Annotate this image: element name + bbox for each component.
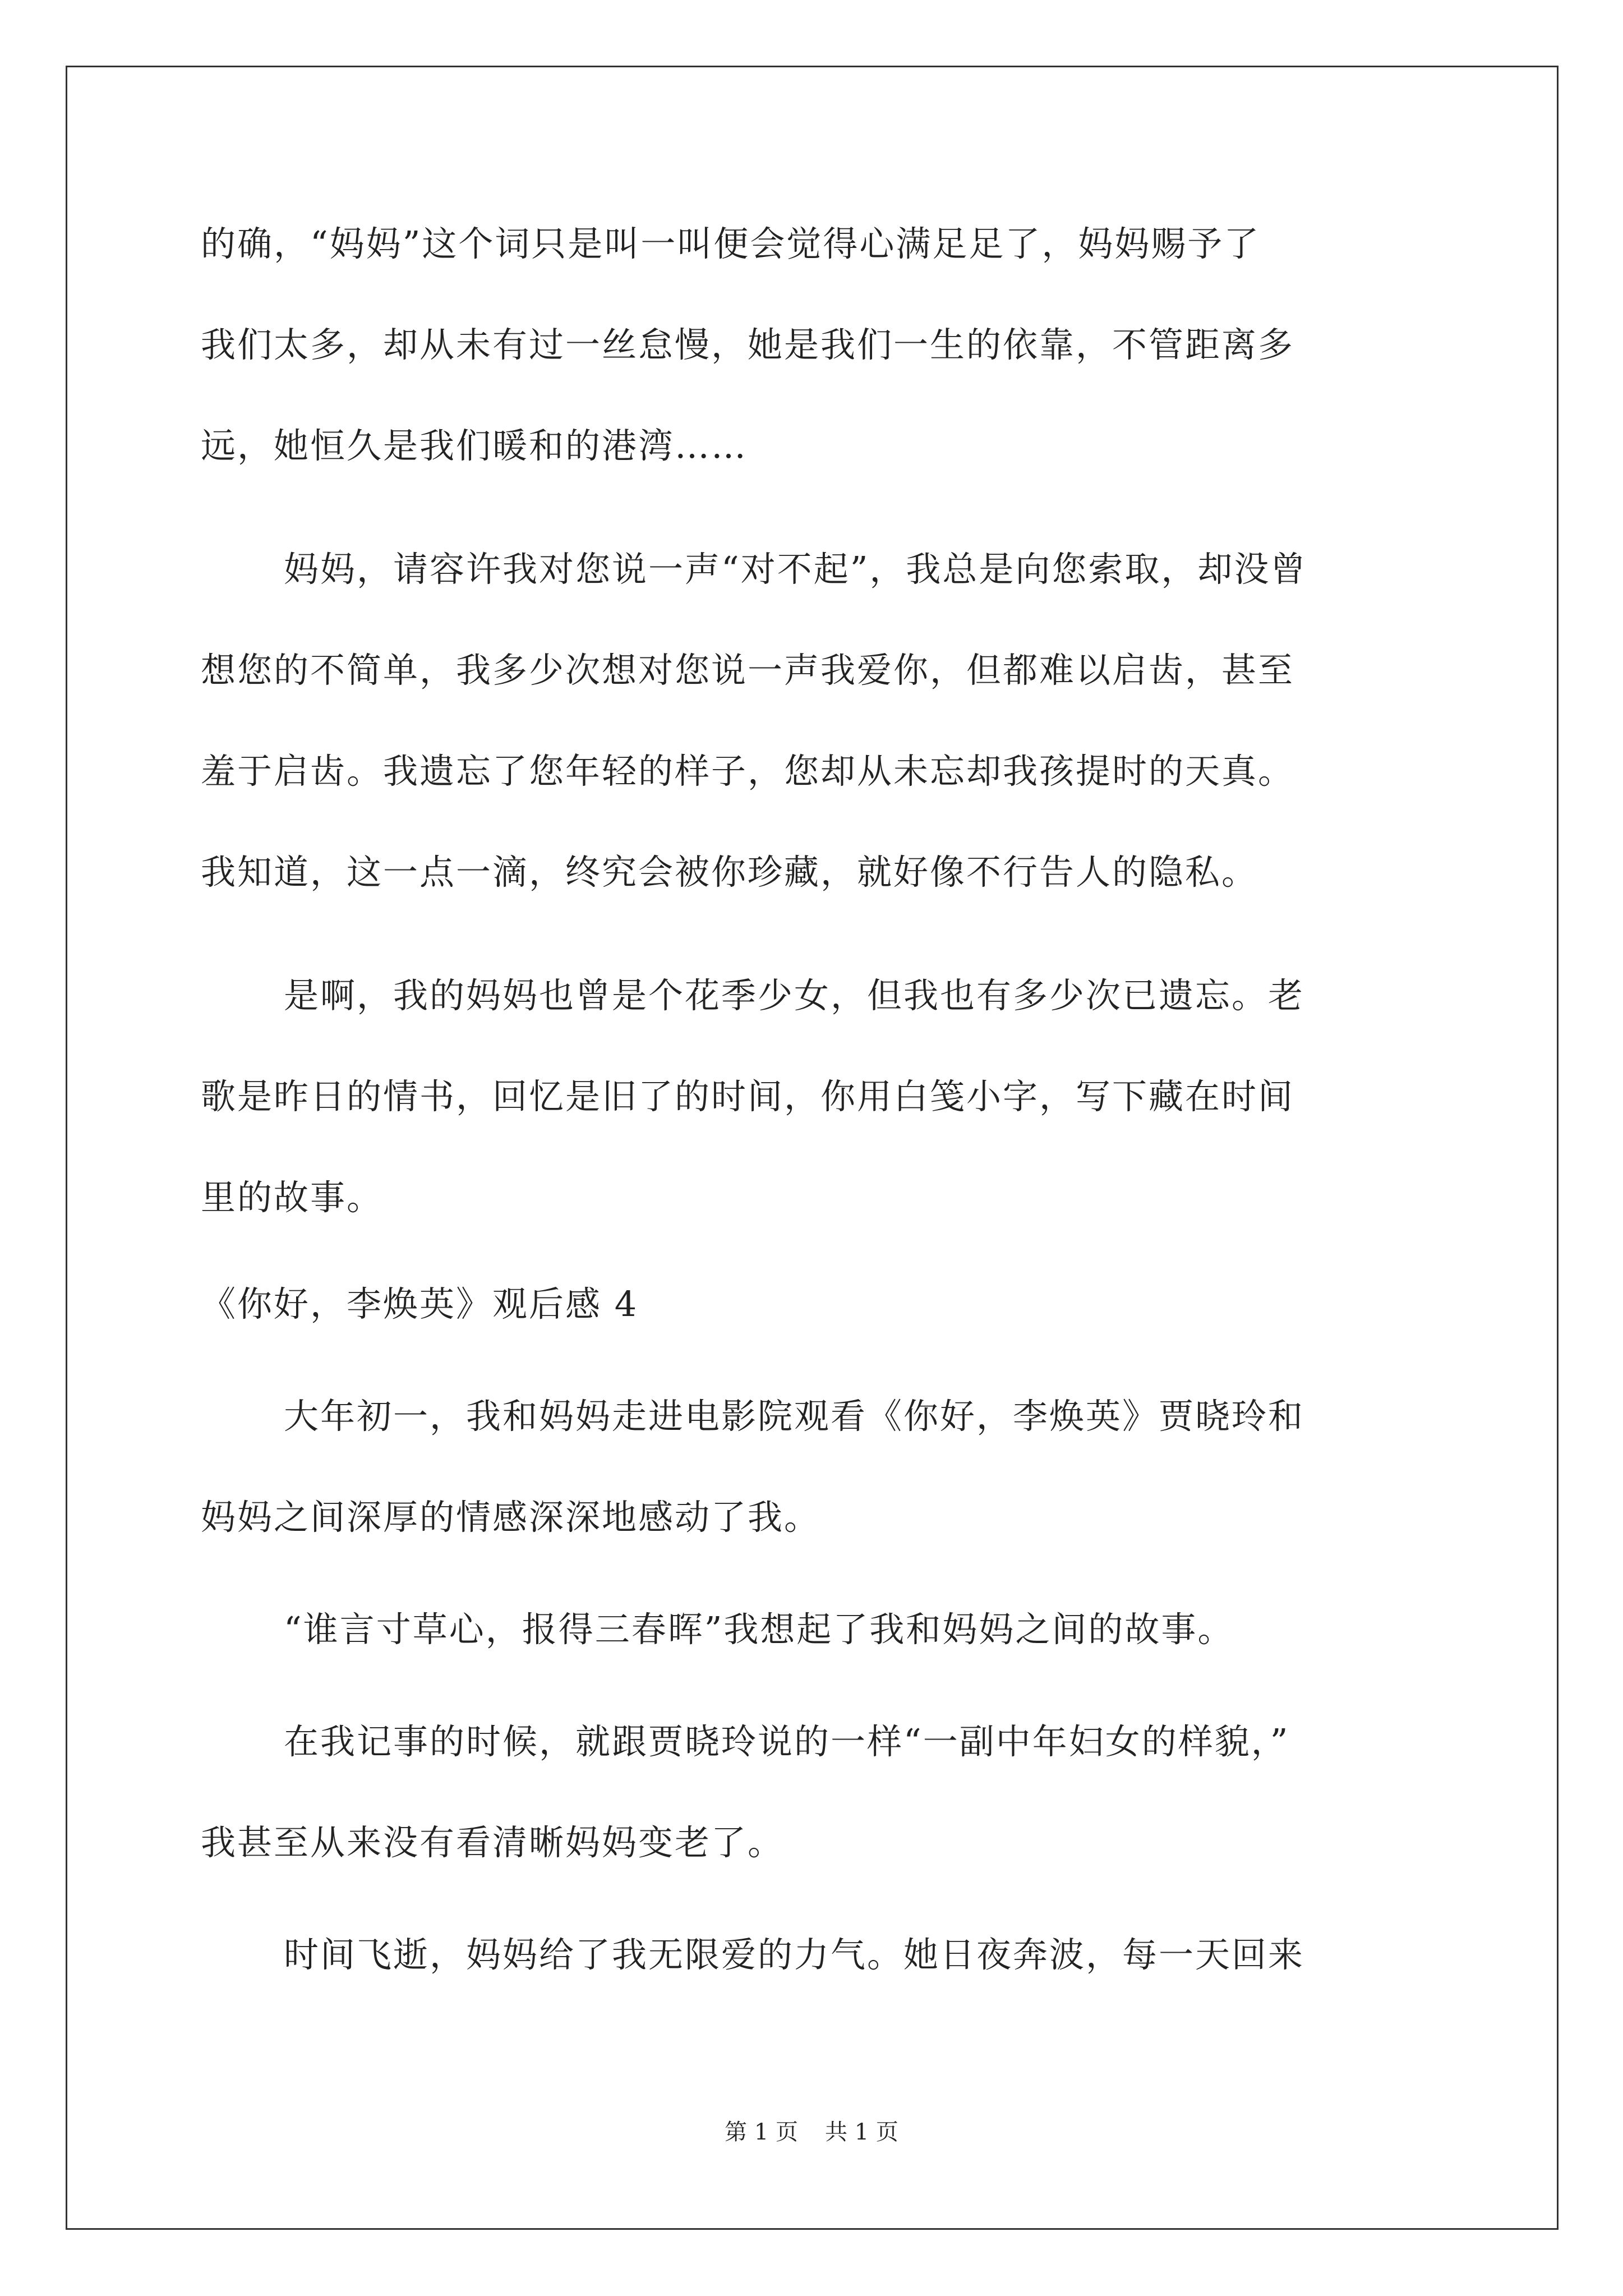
body-line: 妈妈，请容许我对您说一声“对不起”，我总是向您索取，却没曾 — [284, 549, 1307, 590]
body-line: 远，她恒久是我们暖和的港湾…… — [201, 425, 748, 466]
body-line: 想您的不简单，我多少次想对您说一声我爱你，但都难以启齿，甚至 — [201, 650, 1295, 691]
body-line: 的确，“妈妈”这个词只是叫一叫便会觉得心满足足了，妈妈赐予了 — [201, 223, 1261, 264]
body-line: 歌是昨日的情书，回忆是旧了的时间，你用白笺小字，写下藏在时间 — [201, 1076, 1295, 1117]
page-footer — [0, 2118, 1623, 2146]
page-number: 第 1 页 — [725, 2119, 798, 2145]
body-line: 里的故事。 — [201, 1177, 384, 1218]
body-line: 妈妈之间深厚的情感深深地感动了我。 — [201, 1497, 821, 1538]
body-line: 我们太多，却从未有过一丝怠慢，她是我们一生的依靠，不管距离多 — [201, 324, 1295, 365]
body-line: 大年初一，我和妈妈走进电影院观看《你好，李焕英》贾晓玲和 — [284, 1396, 1305, 1437]
body-line: 时间飞逝，妈妈给了我无限爱的力气。她日夜奔波，每一天回来 — [284, 1934, 1305, 1975]
body-line: 是啊，我的妈妈也曾是个花季少女，但我也有多少次已遗忘。老 — [284, 975, 1305, 1016]
body-line: “谁言寸草心，报得三春晖”我想起了我和妈妈之间的故事。 — [284, 1609, 1234, 1650]
page-total: 共 1 页 — [825, 2119, 898, 2145]
body-line: 羞于启齿。我遗忘了您年轻的样子，您却从未忘却我孩提时的天真。 — [201, 751, 1295, 792]
section-heading: 《你好，李焕英》观后感 4 — [201, 1283, 639, 1324]
body-line: 在我记事的时候，就跟贾晓玲说的一样“一副中年妇女的样貌，” — [284, 1721, 1290, 1762]
body-line: 我知道，这一点一滴，终究会被你珍藏，就好像不行告人的隐私。 — [201, 852, 1258, 892]
page-border — [66, 66, 1559, 2230]
body-line: 我甚至从来没有看清晰妈妈变老了。 — [201, 1822, 785, 1863]
